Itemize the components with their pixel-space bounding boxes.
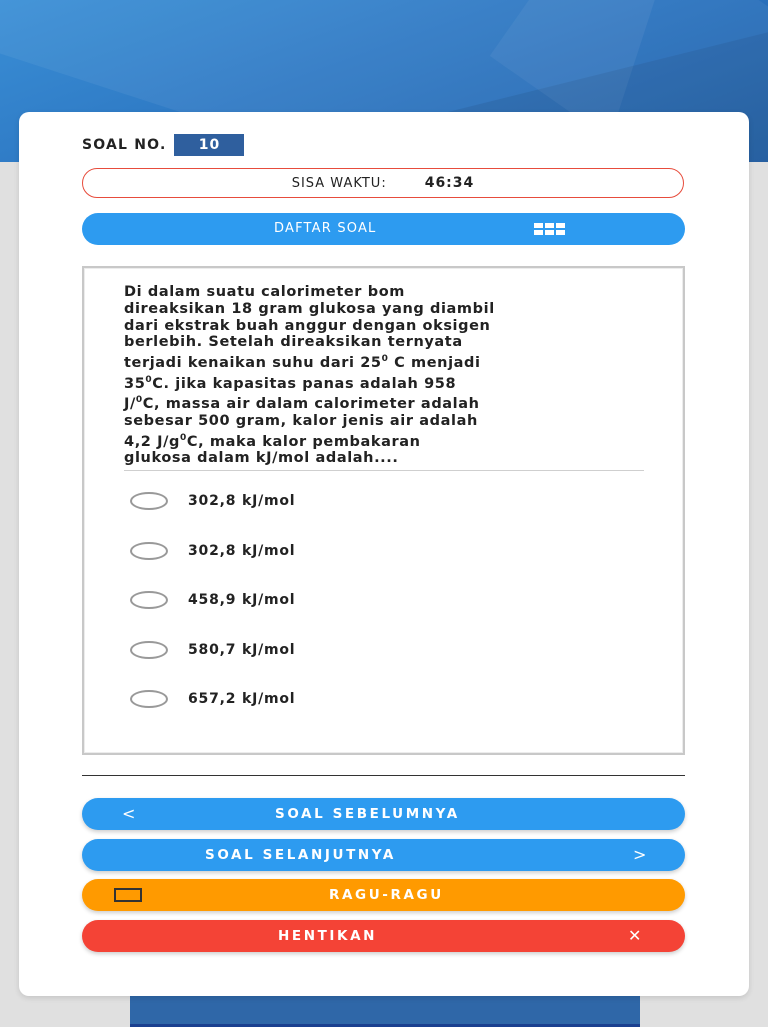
- previous-question-button[interactable]: [82, 798, 685, 830]
- option-e[interactable]: [130, 687, 295, 711]
- chevron-right-icon: >: [633, 845, 647, 864]
- section-divider: [82, 775, 685, 776]
- footer-strip: [130, 994, 640, 1027]
- next-question-button[interactable]: [82, 839, 685, 871]
- stop-button[interactable]: [82, 920, 685, 952]
- option-label: 657,2 kJ/mol: [188, 691, 296, 707]
- stop-label: HENTIKAN: [278, 928, 378, 944]
- option-d[interactable]: [130, 638, 295, 662]
- grid-icon: [534, 223, 566, 236]
- radio-button[interactable]: [130, 641, 168, 659]
- chevron-left-icon: <: [122, 804, 136, 823]
- remaining-time: [82, 168, 684, 198]
- question-number-label: SOAL NO.: [82, 137, 167, 153]
- question-text: Di dalam suatu calorimeter bom direaksikan 18 gram glukosa yang diambil dari ekstrak buah anggur dengan oksigen berlebih. Setelah direaksikan ternyata terjadi kenaikan suhu dari $25^0$ C menjadi $35^0C$. jika kapasitas panas adalah 958 J/$^0$C, massa air dalam calorimeter adalah sebesar 500 gram, kalor jenis air adalah 4,2 $J/g^0C$, maka kalor pembakaran glukosa dalam kJ/mol adalah....: [124, 284, 495, 467]
- doubtful-label: RAGU-RAGU: [329, 887, 444, 903]
- question-divider: [124, 470, 644, 471]
- question-number-badge: 10: [174, 134, 244, 156]
- radio-button[interactable]: [130, 591, 168, 609]
- question-panel: [82, 266, 685, 755]
- question-list-label: DAFTAR SOAL: [274, 221, 377, 236]
- option-c[interactable]: [130, 588, 295, 612]
- option-a[interactable]: [130, 489, 295, 513]
- option-label: 302,8 kJ/mol: [188, 543, 296, 559]
- option-b[interactable]: [130, 539, 295, 563]
- previous-question-label: SOAL SEBELUMNYA: [275, 806, 460, 822]
- checkbox-icon[interactable]: [114, 888, 142, 902]
- option-label: 458,9 kJ/mol: [188, 592, 296, 608]
- timer-label: SISA WAKTU:: [291, 175, 387, 191]
- question-number: [82, 134, 244, 156]
- option-label: 302,8 kJ/mol: [188, 493, 296, 509]
- exam-card: [19, 112, 749, 996]
- radio-button[interactable]: [130, 542, 168, 560]
- radio-button[interactable]: [130, 690, 168, 708]
- radio-button[interactable]: [130, 492, 168, 510]
- option-label: 580,7 kJ/mol: [188, 642, 296, 658]
- close-icon: ✕: [628, 926, 642, 945]
- question-list-button[interactable]: [82, 213, 685, 245]
- timer-value: 46:34: [424, 175, 475, 191]
- doubtful-button[interactable]: [82, 879, 685, 911]
- next-question-label: SOAL SELANJUTNYA: [205, 847, 396, 863]
